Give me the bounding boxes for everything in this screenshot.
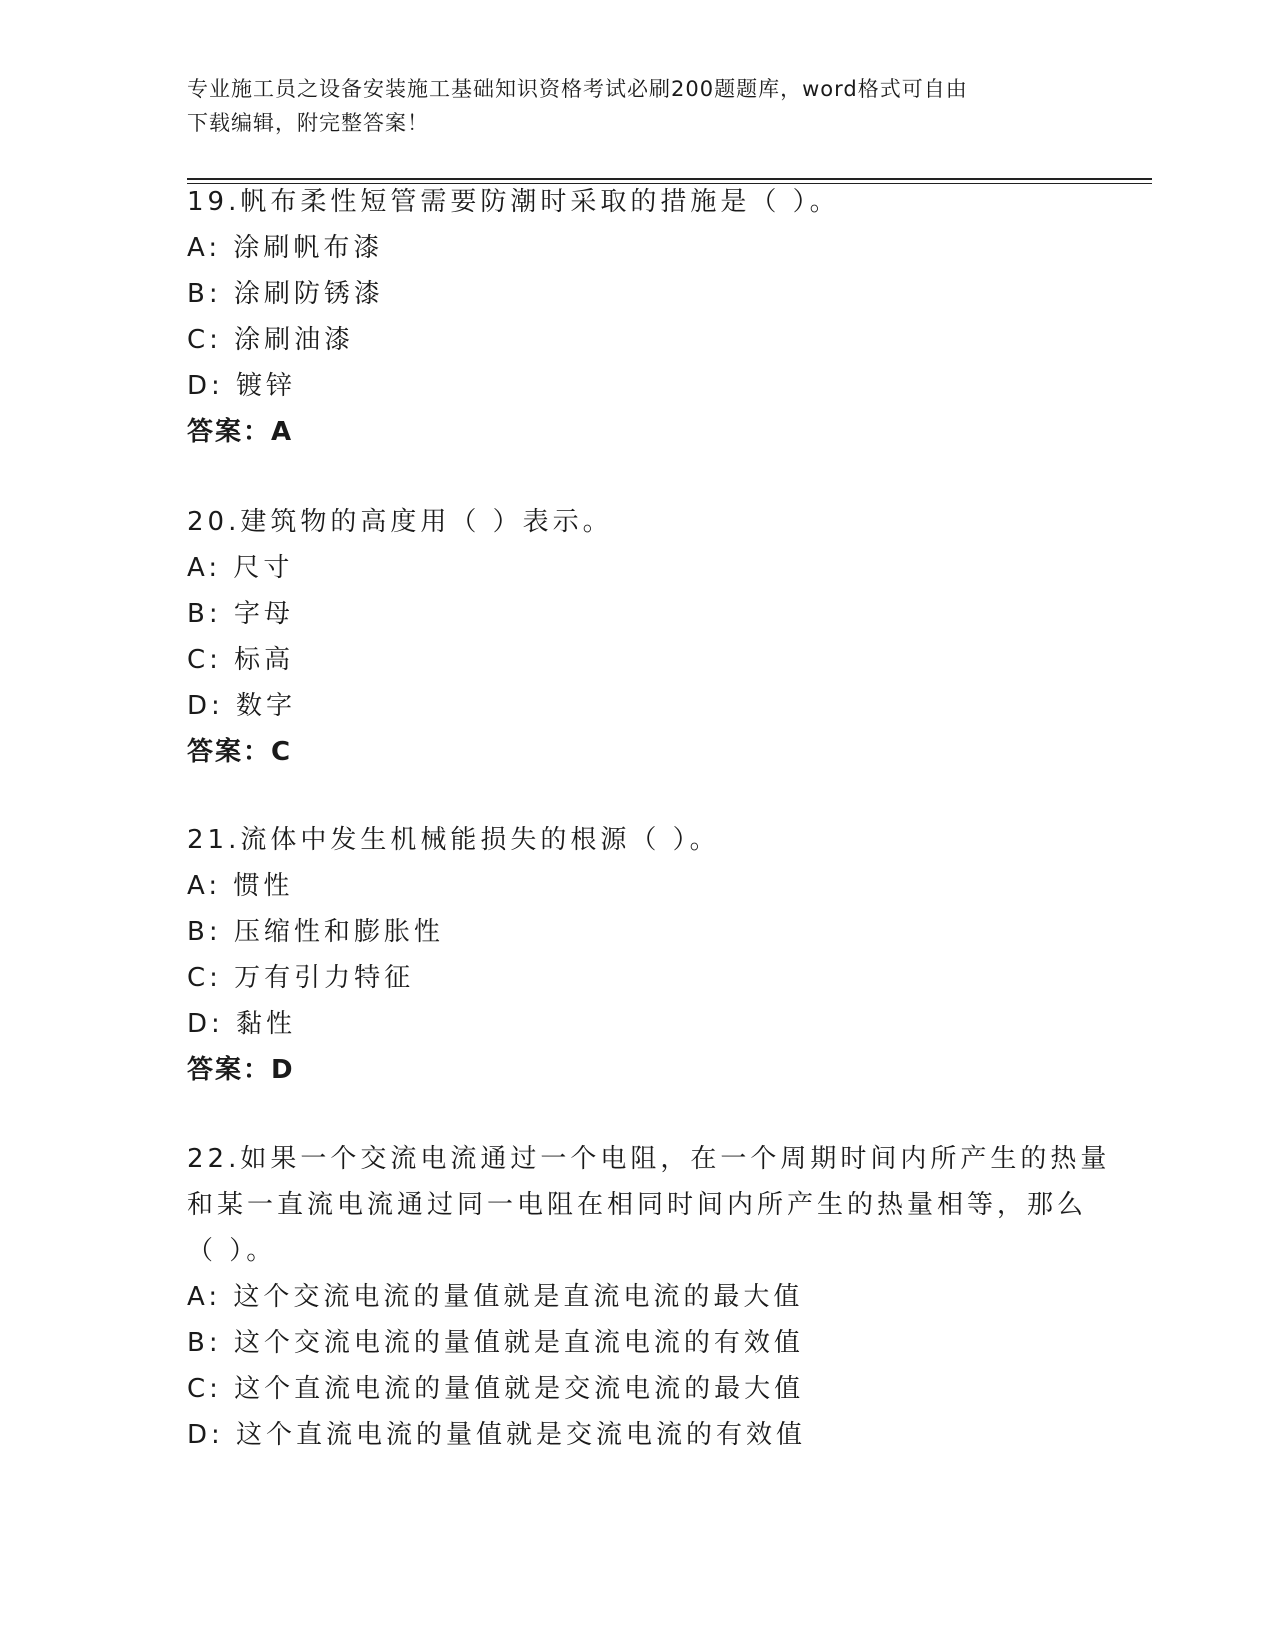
question-stem-line-2: 和某一直流电流通过同一电阻在相同时间内所产生的热量相等，那么 (187, 1190, 1088, 1220)
option-a: A: 涂刷帆布漆 (187, 233, 384, 263)
option-b: B: 这个交流电流的量值就是直流电流的有效值 (187, 1328, 804, 1358)
option-d: D: 黏性 (187, 1009, 297, 1039)
answer: 答案：D (187, 1055, 295, 1085)
option-a: A: 这个交流电流的量值就是直流电流的最大值 (187, 1282, 804, 1312)
option-c: C: 标高 (187, 645, 295, 675)
answer: 答案：A (187, 417, 294, 447)
option-c: C: 涂刷油漆 (187, 325, 355, 355)
option-d: D: 这个直流电流的量值就是交流电流的有效值 (187, 1420, 807, 1450)
answer: 答案：C (187, 737, 293, 767)
question-22 (187, 1136, 1111, 1458)
question-stem-line-1: 22.如果一个交流电流通过一个电阻，在一个周期时间内所产生的热量 (187, 1144, 1111, 1174)
option-c: C: 万有引力特征 (187, 963, 415, 993)
option-b: B: 字母 (187, 599, 294, 629)
question-19 (187, 179, 1087, 455)
option-a: A: 惯性 (187, 871, 294, 901)
option-b: B: 涂刷防锈漆 (187, 279, 384, 309)
option-a: A: 尺寸 (187, 553, 294, 583)
question-20 (187, 499, 1087, 775)
question-stem-line-3: （ ）。 (187, 1236, 277, 1266)
question-stem: 19.帆布柔性短管需要防潮时采取的措施是（ ）。 (187, 187, 840, 217)
question-stem: 21.流体中发生机械能损失的根源（ ）。 (187, 825, 720, 855)
header-line-2: 下载编辑，附完整答案！ (187, 111, 429, 135)
question-stem: 20.建筑物的高度用（ ）表示。 (187, 507, 613, 537)
option-b: B: 压缩性和膨胀性 (187, 917, 444, 947)
option-d: D: 镀锌 (187, 371, 297, 401)
option-c: C: 这个直流电流的量值就是交流电流的最大值 (187, 1374, 805, 1404)
header-line-1: 专业施工员之设备安装施工基础知识资格考试必刷200题题库，word格式可自由 (187, 77, 968, 101)
option-d: D: 数字 (187, 691, 297, 721)
document-header (187, 72, 1067, 140)
question-21 (187, 817, 1087, 1093)
